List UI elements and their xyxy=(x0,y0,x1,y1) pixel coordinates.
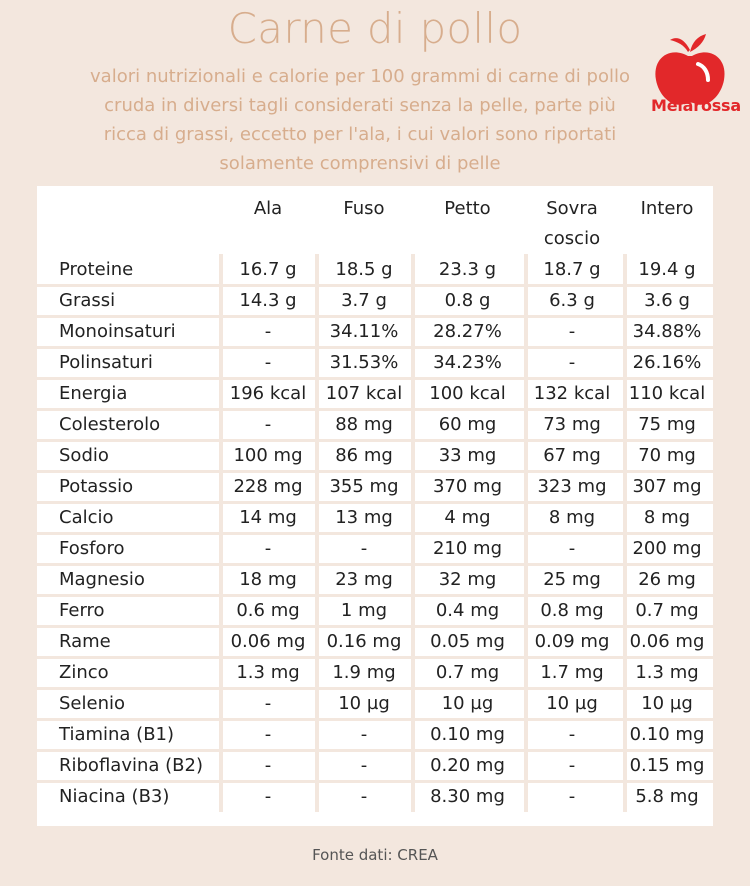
table-row xyxy=(37,626,713,657)
table-cell: 1 mg xyxy=(340,600,388,621)
row-divider xyxy=(37,408,713,411)
column-divider xyxy=(623,378,627,409)
table-cell: 8 mg xyxy=(548,507,596,528)
table-cell: 8.30 mg xyxy=(430,786,505,807)
table-cell: 33 mg xyxy=(438,445,497,466)
table-row xyxy=(37,285,713,316)
table-cell: 10 µg xyxy=(546,693,598,714)
table-cell: 25 mg xyxy=(543,569,601,590)
column-header: Intero xyxy=(640,198,694,219)
column-divider xyxy=(524,719,528,750)
table-cell: - xyxy=(264,538,272,559)
column-divider xyxy=(411,440,415,471)
table-cell: 10 µg xyxy=(338,693,390,714)
column-divider xyxy=(315,471,319,502)
table-cell: - xyxy=(568,538,576,559)
table-cell: 4 mg xyxy=(444,507,491,528)
table-cell: 23 mg xyxy=(335,569,393,590)
row-label: Potassio xyxy=(59,476,134,497)
table-cell: - xyxy=(360,724,368,745)
table-cell: 100 kcal xyxy=(429,383,506,404)
column-divider xyxy=(219,378,223,409)
row-divider xyxy=(37,625,713,628)
table-cell: - xyxy=(264,724,272,745)
table-cell: 210 mg xyxy=(432,538,503,559)
table-cell: 0.8 mg xyxy=(540,600,604,621)
row-divider xyxy=(37,377,713,380)
table-row xyxy=(37,316,713,347)
table-cell: 10 µg xyxy=(641,693,693,714)
column-divider xyxy=(623,595,627,626)
column-divider xyxy=(524,781,528,812)
column-divider xyxy=(411,564,415,595)
column-divider xyxy=(219,471,223,502)
column-divider xyxy=(219,564,223,595)
column-divider xyxy=(524,316,528,347)
table-cell: 14.3 g xyxy=(239,290,297,311)
column-divider xyxy=(219,316,223,347)
table-cell: 26 mg xyxy=(638,569,696,590)
column-divider xyxy=(411,409,415,440)
row-divider xyxy=(37,749,713,752)
column-header: Ala xyxy=(253,198,283,219)
table-row xyxy=(37,719,713,750)
column-divider xyxy=(219,440,223,471)
page-title: Carne di pollo xyxy=(227,4,523,53)
column-divider xyxy=(411,657,415,688)
table-cell: 0.4 mg xyxy=(435,600,500,621)
table-cell: 0.6 mg xyxy=(236,600,300,621)
column-divider xyxy=(524,285,528,316)
table-cell: 75 mg xyxy=(638,414,696,435)
row-label: Tiamina (B1) xyxy=(59,724,175,745)
column-divider xyxy=(411,316,415,347)
column-divider xyxy=(315,347,319,378)
table-row xyxy=(37,347,713,378)
column-divider xyxy=(315,440,319,471)
table-cell: 23.3 g xyxy=(438,259,497,280)
row-label: Energia xyxy=(59,383,128,404)
row-label: Riboflavina (B2) xyxy=(59,755,203,776)
table-cell: 6.3 g xyxy=(549,290,595,311)
table-cell: 13 mg xyxy=(335,507,393,528)
column-divider xyxy=(524,657,528,688)
table-cell: 32 mg xyxy=(438,569,497,590)
row-label: Proteine xyxy=(59,259,134,280)
table-cell: 228 mg xyxy=(233,476,303,497)
table-cell: 323 mg xyxy=(537,476,607,497)
row-label: Rame xyxy=(59,631,111,652)
column-divider xyxy=(623,502,627,533)
table-cell: 110 kcal xyxy=(628,383,706,404)
table-cell: - xyxy=(264,352,272,373)
column-divider xyxy=(524,533,528,564)
table-cell: 16.7 g xyxy=(239,259,297,280)
column-divider xyxy=(219,657,223,688)
column-divider xyxy=(315,285,319,316)
table-cell: 34.88% xyxy=(632,321,702,342)
column-divider xyxy=(623,719,627,750)
table-cell: 1.7 mg xyxy=(540,662,604,683)
table-cell: - xyxy=(568,321,576,342)
column-divider xyxy=(623,626,627,657)
table-row xyxy=(37,409,713,440)
column-divider xyxy=(219,533,223,564)
table-cell: - xyxy=(360,755,368,776)
table-cell: 34.11% xyxy=(329,321,399,342)
column-divider xyxy=(315,750,319,781)
column-divider xyxy=(524,254,528,285)
column-divider xyxy=(219,254,223,285)
table-cell: 18 mg xyxy=(239,569,297,590)
row-label: Niacina (B3) xyxy=(59,786,170,807)
table-row xyxy=(37,750,713,781)
column-divider xyxy=(219,750,223,781)
row-divider xyxy=(37,315,713,318)
column-divider xyxy=(524,347,528,378)
table-cell: 18.7 g xyxy=(543,259,601,280)
table-row xyxy=(37,533,713,564)
row-label: Fosforo xyxy=(59,538,125,559)
column-divider xyxy=(524,688,528,719)
table-cell: - xyxy=(360,786,368,807)
table-cell: - xyxy=(360,538,368,559)
table-cell: 1.3 mg xyxy=(635,662,699,683)
column-divider xyxy=(524,564,528,595)
column-divider xyxy=(315,378,319,409)
table-cell: 307 mg xyxy=(632,476,702,497)
table-cell: - xyxy=(568,755,576,776)
row-label: Calcio xyxy=(59,507,114,528)
table-cell: 1.3 mg xyxy=(236,662,300,683)
row-divider xyxy=(37,501,713,504)
column-divider xyxy=(623,409,627,440)
column-divider xyxy=(524,502,528,533)
table-row xyxy=(37,657,713,688)
table-row xyxy=(37,440,713,471)
row-divider xyxy=(37,780,713,783)
table-cell: 1.9 mg xyxy=(332,662,396,683)
column-divider xyxy=(219,347,223,378)
table-cell: 0.10 mg xyxy=(629,724,705,745)
column-divider xyxy=(315,781,319,812)
table-cell: 0.15 mg xyxy=(629,755,705,776)
row-label: Zinco xyxy=(59,662,109,683)
column-divider xyxy=(623,471,627,502)
table-cell: 18.5 g xyxy=(335,259,393,280)
row-label: Selenio xyxy=(59,693,125,714)
table-row xyxy=(37,688,713,719)
column-divider xyxy=(411,595,415,626)
table-row xyxy=(37,471,713,502)
table-cell: 28.27% xyxy=(433,321,502,342)
column-divider xyxy=(315,564,319,595)
column-divider xyxy=(524,626,528,657)
table-cell: 100 mg xyxy=(233,445,303,466)
column-divider xyxy=(315,626,319,657)
table-cell: 67 mg xyxy=(543,445,601,466)
table-cell: - xyxy=(568,724,576,745)
column-divider xyxy=(315,316,319,347)
column-divider xyxy=(623,657,627,688)
column-divider xyxy=(219,285,223,316)
row-divider xyxy=(37,284,713,287)
table-cell: 31.53% xyxy=(329,352,399,373)
column-divider xyxy=(623,564,627,595)
column-divider xyxy=(315,502,319,533)
table-cell: 0.06 mg xyxy=(629,631,705,652)
table-cell: 10 µg xyxy=(441,693,494,714)
column-divider xyxy=(524,409,528,440)
table-cell: 88 mg xyxy=(335,414,393,435)
row-label: Magnesio xyxy=(59,569,145,590)
table-cell: - xyxy=(264,693,272,714)
column-divider xyxy=(623,688,627,719)
table-cell: 5.8 mg xyxy=(635,786,699,807)
column-divider xyxy=(623,347,627,378)
column-divider xyxy=(219,781,223,812)
column-divider xyxy=(411,471,415,502)
column-divider xyxy=(524,378,528,409)
column-divider xyxy=(315,254,319,285)
table-cell: 86 mg xyxy=(335,445,393,466)
row-label: Monoinsaturi xyxy=(59,321,176,342)
column-divider xyxy=(219,595,223,626)
column-divider xyxy=(411,378,415,409)
column-divider xyxy=(219,719,223,750)
column-divider xyxy=(623,440,627,471)
table-cell: 0.7 mg xyxy=(635,600,699,621)
column-divider xyxy=(411,781,415,812)
table-cell: 0.06 mg xyxy=(230,631,306,652)
column-header: Sovra coscio xyxy=(543,198,601,249)
table-cell: 73 mg xyxy=(543,414,601,435)
column-divider xyxy=(411,626,415,657)
table-cell: 34.23% xyxy=(433,352,502,373)
page-subtitle: valori nutrizionali e calorie per 100 grammi di carne di pollo cruda in diversi tagli considerati senza la pelle, parte più ricca di grassi, eccetto per l'ala, i cui valori sono riportati solamente comprensivi di pelle xyxy=(90,66,630,174)
row-label: Sodio xyxy=(59,445,109,466)
column-divider xyxy=(623,750,627,781)
column-divider xyxy=(315,688,319,719)
column-divider xyxy=(315,409,319,440)
column-divider xyxy=(315,595,319,626)
column-divider xyxy=(623,316,627,347)
column-divider xyxy=(411,285,415,316)
table-cell: 26.16% xyxy=(632,352,702,373)
row-divider xyxy=(37,470,713,473)
column-divider xyxy=(623,781,627,812)
column-divider xyxy=(411,688,415,719)
column-divider xyxy=(411,533,415,564)
table-row xyxy=(37,564,713,595)
table-cell: 0.16 mg xyxy=(326,631,402,652)
table-cell: 196 kcal xyxy=(229,383,307,404)
column-divider xyxy=(623,533,627,564)
column-divider xyxy=(411,719,415,750)
brand-name: Melarossa xyxy=(651,96,741,115)
row-divider xyxy=(37,687,713,690)
table-row xyxy=(37,378,713,409)
column-divider xyxy=(315,533,319,564)
table-cell: - xyxy=(568,352,576,373)
column-divider xyxy=(623,254,627,285)
column-divider xyxy=(219,409,223,440)
column-divider xyxy=(411,750,415,781)
table-cell: 3.6 g xyxy=(644,290,690,311)
column-divider xyxy=(411,347,415,378)
table-cell: 19.4 g xyxy=(638,259,696,280)
row-divider xyxy=(37,532,713,535)
table-row xyxy=(37,781,713,812)
column-divider xyxy=(219,502,223,533)
row-label: Colesterolo xyxy=(59,414,161,435)
table-cell: - xyxy=(264,786,272,807)
data-source: Fonte dati: CREA xyxy=(312,846,438,864)
table-cell: 132 kcal xyxy=(533,383,611,404)
table-cell: 107 kcal xyxy=(325,383,403,404)
table-row xyxy=(37,595,713,626)
column-divider xyxy=(315,657,319,688)
table-cell: 0.8 g xyxy=(444,290,491,311)
row-label: Polinsaturi xyxy=(59,352,153,373)
column-divider xyxy=(524,471,528,502)
table-cell: - xyxy=(264,414,272,435)
table-cell: 370 mg xyxy=(432,476,503,497)
table-cell: 0.10 mg xyxy=(430,724,505,745)
nutrition-table xyxy=(37,186,713,826)
column-divider xyxy=(411,254,415,285)
table-cell: - xyxy=(264,755,272,776)
column-divider xyxy=(315,719,319,750)
row-divider xyxy=(37,718,713,721)
table-cell: 14 mg xyxy=(239,507,297,528)
table-row xyxy=(37,254,713,285)
row-divider xyxy=(37,656,713,659)
column-divider xyxy=(219,626,223,657)
row-divider xyxy=(37,594,713,597)
row-label: Ferro xyxy=(59,600,105,621)
table-cell: 0.7 mg xyxy=(435,662,500,683)
column-header: Fuso xyxy=(343,198,385,219)
table-cell: - xyxy=(568,786,576,807)
table-cell: 0.09 mg xyxy=(534,631,610,652)
column-divider xyxy=(524,750,528,781)
table-row xyxy=(37,502,713,533)
table-cell: 60 mg xyxy=(438,414,497,435)
table-cell: 3.7 g xyxy=(341,290,387,311)
row-label: Grassi xyxy=(59,290,116,311)
column-divider xyxy=(219,688,223,719)
column-divider xyxy=(524,440,528,471)
column-divider xyxy=(411,502,415,533)
row-divider xyxy=(37,346,713,349)
column-divider xyxy=(623,285,627,316)
row-divider xyxy=(37,439,713,442)
table-cell: 355 mg xyxy=(329,476,399,497)
table-cell: 0.20 mg xyxy=(430,755,505,776)
column-divider xyxy=(524,595,528,626)
column-header: Petto xyxy=(444,198,491,219)
table-cell: - xyxy=(264,321,272,342)
table-cell: 200 mg xyxy=(632,538,702,559)
table-cell: 8 mg xyxy=(643,507,691,528)
table-cell: 70 mg xyxy=(638,445,696,466)
row-divider xyxy=(37,563,713,566)
table-cell: 0.05 mg xyxy=(430,631,505,652)
